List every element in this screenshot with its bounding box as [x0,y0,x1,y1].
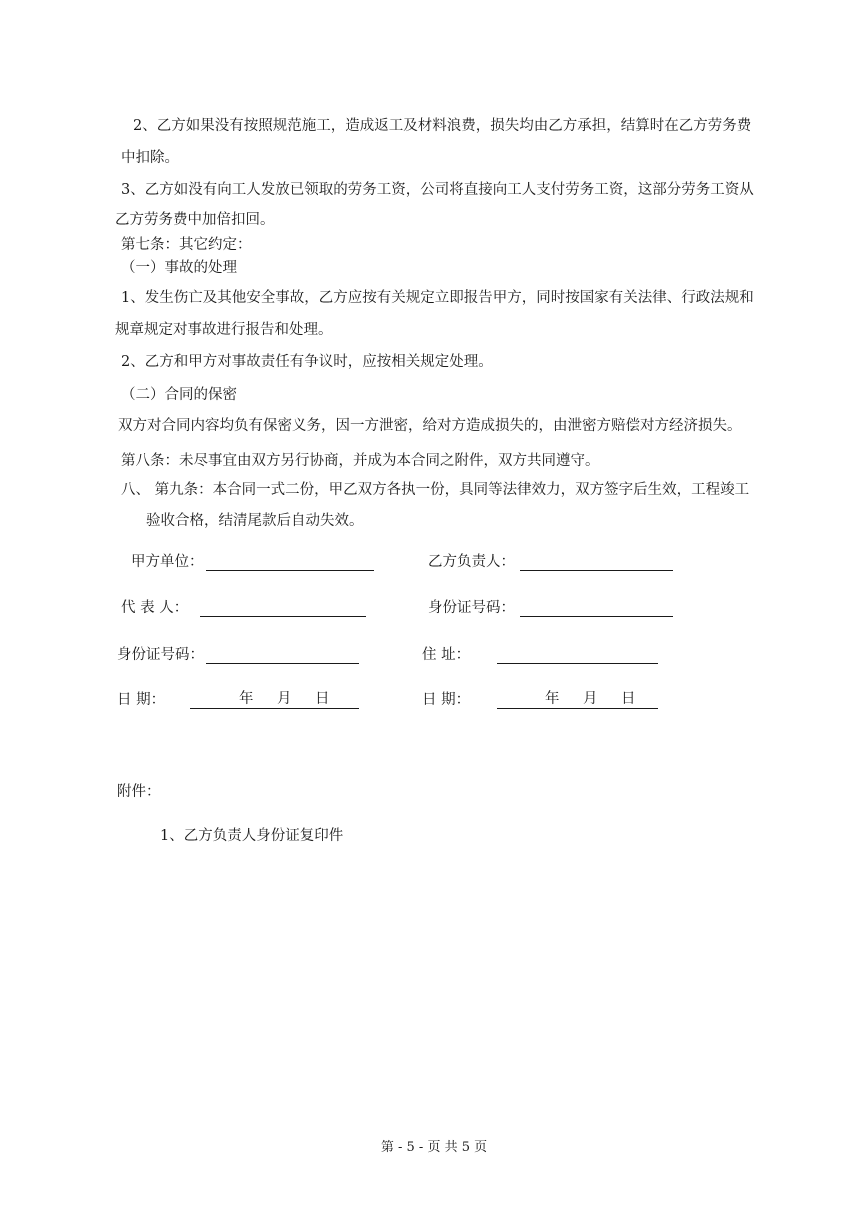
id-number-right-blank[interactable] [520,598,673,617]
date-left-label: 日 期： [117,692,166,708]
attachments-heading: 附件： [117,784,161,800]
date-right-month: 月 [583,691,598,707]
section-1-item-1-line-2: 规章规定对事故进行报告和处理。 [115,322,333,338]
section-1-title: （一）事故的处理 [121,260,237,276]
party-b-person-blank[interactable] [520,552,673,571]
id-number-right-label: 身份证号码： [428,600,515,616]
address-label: 住 址： [422,647,471,663]
date-left-month: 月 [277,691,292,707]
clause-2-line-1: 2、乙方如果没有按照规范施工，造成返工及材料浪费，损失均由乙方承担，结算时在乙方劳务费 [133,118,752,134]
id-number-left-blank[interactable] [206,645,359,664]
party-a-unit-blank[interactable] [206,552,374,571]
date-left-year: 年 [239,691,254,707]
date-right-label: 日 期： [422,692,471,708]
article-9-line-2: 验收合格，结清尾款后自动失效。 [146,513,364,529]
article-8: 第八条：未尽事宜由双方另行协商，并成为本合同之附件，双方共同遵守。 [121,453,600,469]
article-9-line-1: 八、 第九条：本合同一式二份，甲乙双方各执一份，具同等法律效力，双方签字后生效，工程竣工 [121,482,750,498]
date-left-blank[interactable] [190,690,359,709]
section-1-item-1-line-1: 1、发生伤亡及其他安全事故，乙方应按有关规定立即报告甲方，同时按国家有关法律、行政法规和 [121,290,754,306]
id-number-left-label: 身份证号码： [117,647,204,663]
date-right-day: 日 [621,691,636,707]
page-footer: 第 - 5 - 页 共 5 页 [380,1140,488,1155]
section-1-item-2: 2、乙方和甲方对事故责任有争议时，应按相关规定处理。 [121,354,493,370]
attachment-item-1: 1、乙方负责人身份证复印件 [160,828,344,844]
date-left-day: 日 [315,691,330,707]
representative-label: 代 表 人： [121,600,189,616]
clause-3-line-2: 乙方劳务费中加倍扣回。 [115,212,275,228]
address-blank[interactable] [497,645,658,664]
representative-blank[interactable] [200,598,366,617]
section-2-paragraph: 双方对合同内容均负有保密义务，因一方泄密，给对方造成损失的，由泄密方赔偿对方经济损失。 [118,418,742,434]
date-right-year: 年 [545,691,560,707]
article-7-title: 第七条：其它约定： [121,237,252,253]
clause-2-line-2: 中扣除。 [121,150,179,166]
party-b-person-label: 乙方负责人： [428,554,515,570]
section-2-title: （二）合同的保密 [121,387,237,403]
party-a-unit-label: 甲方单位： [131,554,204,570]
clause-3-line-1: 3、乙方如没有向工人发放已领取的劳务工资，公司将直接向工人支付劳务工资，这部分劳务工资从 [121,182,754,198]
